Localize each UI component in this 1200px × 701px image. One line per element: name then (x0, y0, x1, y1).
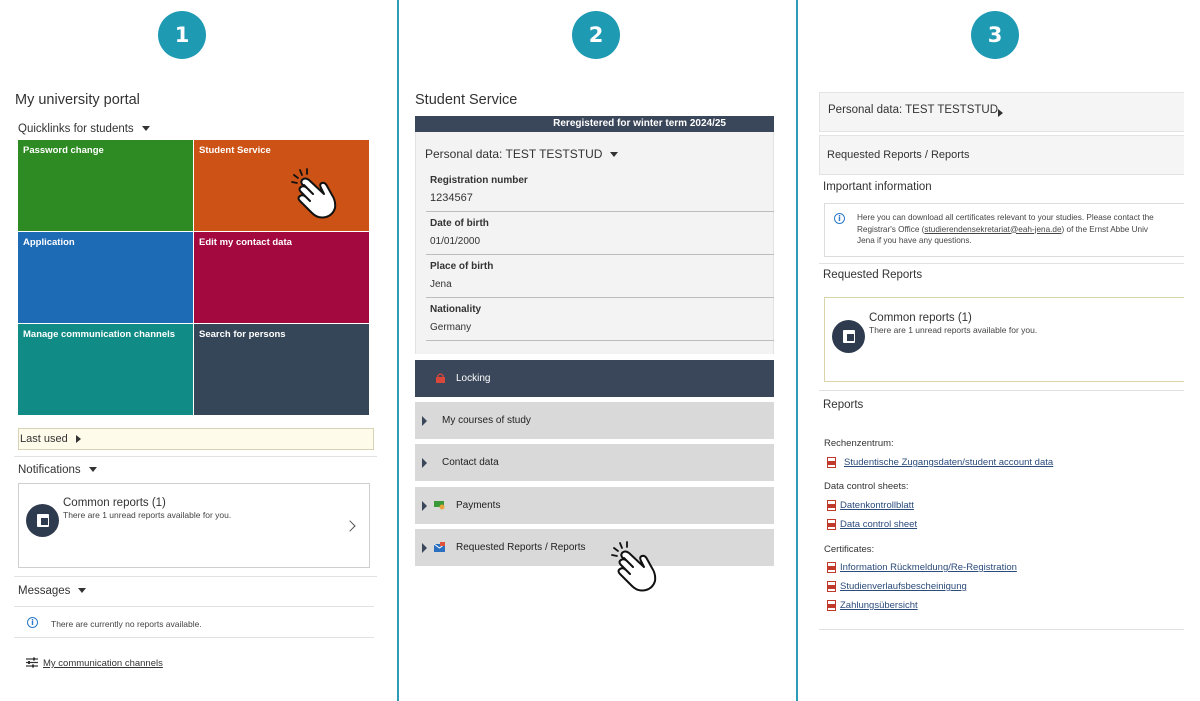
reports-label: Reports (823, 399, 864, 411)
tile-label: Student Service (199, 145, 271, 156)
step-badge-1: 1 (158, 11, 206, 59)
pdf-icon (827, 519, 836, 530)
tile-application[interactable] (18, 232, 193, 323)
registrar-email-link[interactable]: studierendensekretariat@eah-jena.de (924, 224, 1062, 234)
divider (426, 254, 774, 255)
report-link[interactable]: Information Rückmeldung/Re-Registration (840, 562, 1017, 573)
step-badge-2: 2 (572, 11, 620, 59)
step-badge-3: 3 (971, 11, 1019, 59)
personal-data-label: Personal data: TEST TESTSTUD (425, 147, 603, 161)
divider (426, 211, 774, 212)
personal-data-label: Personal data: TEST TESTSTUD (828, 104, 999, 116)
chevron-down-icon (142, 126, 150, 131)
pointing-hand-icon (290, 168, 350, 220)
card-title: Common reports (1) (869, 312, 972, 324)
category-certificates: Certificates: (824, 544, 875, 555)
money-icon (434, 500, 445, 510)
communication-channels-link[interactable]: My communication channels (43, 658, 163, 669)
personal-data-toggle[interactable] (819, 92, 1184, 132)
section-label: Contact data (442, 457, 499, 468)
pdf-icon (827, 562, 836, 573)
notification-subtitle: There are 1 unread reports available for you. (63, 510, 232, 520)
report-link[interactable]: Studienverlaufsbescheinigung (840, 581, 967, 592)
tile-search-persons[interactable] (194, 324, 369, 415)
last-used-label: Last used (20, 433, 68, 445)
pdf-icon (827, 457, 836, 468)
common-reports-card[interactable] (824, 297, 1184, 382)
personal-data-section (415, 132, 774, 354)
quicklinks-grid (18, 140, 369, 416)
section-requested-reports[interactable] (415, 529, 774, 566)
registration-status-bar: Reregistered for winter term 2024/25 (415, 116, 774, 132)
caret-right-icon (422, 416, 427, 426)
quicklinks-toggle[interactable] (18, 123, 150, 135)
registration-number-label: Registration number (430, 175, 528, 186)
caret-right-icon (422, 543, 427, 553)
requested-reports-label: Requested Reports (823, 269, 923, 281)
report-link[interactable]: Datenkontrollblatt (840, 500, 914, 511)
section-label: Requested Reports / Reports (456, 542, 586, 553)
notification-title: Common reports (1) (63, 497, 166, 509)
caret-right-icon (422, 501, 427, 511)
category-rechenzentrum: Rechenzentrum: (824, 438, 894, 449)
report-link[interactable]: Studentische Zugangsdaten/student account data (844, 457, 1054, 468)
info-icon: i (834, 213, 845, 224)
date-of-birth-value: 01/01/2000 (430, 236, 481, 247)
last-used-toggle[interactable] (18, 428, 374, 450)
tile-student-service[interactable] (194, 140, 369, 231)
info-line (857, 224, 1183, 236)
divider (14, 637, 374, 638)
page-title: Student Service (415, 92, 518, 108)
chevron-right-icon (998, 109, 1003, 117)
divider (819, 629, 1184, 630)
section-locking[interactable] (415, 360, 774, 397)
notifications-toggle[interactable] (18, 464, 97, 476)
report-icon (26, 504, 59, 537)
divider-2 (796, 0, 798, 701)
category-data-control-sheets: Data control sheets: (824, 481, 909, 492)
chevron-down-icon (78, 588, 86, 593)
registration-number-value: 1234567 (430, 192, 473, 204)
important-info-label: Important information (823, 181, 932, 193)
important-info-box (824, 203, 1184, 257)
divider (426, 297, 774, 298)
section-contact-data[interactable] (415, 444, 774, 481)
chevron-right-icon (76, 435, 81, 443)
place-of-birth-value: Jena (430, 279, 452, 290)
lock-icon (435, 373, 446, 383)
tile-password-change[interactable] (18, 140, 193, 231)
tile-edit-contact-data[interactable] (194, 232, 369, 323)
tile-label: Edit my contact data (199, 237, 292, 248)
date-of-birth-label: Date of birth (430, 218, 489, 229)
requested-reports-header[interactable] (819, 135, 1184, 175)
divider (14, 456, 377, 457)
info-line: Jena if you have any questions. (857, 236, 972, 245)
sliders-icon (26, 657, 38, 668)
pdf-icon (827, 581, 836, 592)
section-my-courses[interactable] (415, 402, 774, 439)
important-info-text (857, 212, 1183, 247)
divider (14, 576, 377, 577)
pdf-icon (827, 500, 836, 511)
messages-label: Messages (18, 585, 71, 597)
caret-right-icon (422, 458, 427, 468)
tile-label: Search for persons (199, 329, 286, 340)
requested-reports-header-label: Requested Reports / Reports (827, 149, 970, 161)
report-link[interactable]: Data control sheet (840, 519, 918, 530)
notification-card[interactable] (18, 483, 370, 568)
report-icon (832, 320, 865, 353)
chevron-right-icon (344, 520, 355, 531)
section-label: Locking (456, 373, 491, 384)
section-label: My courses of study (442, 415, 531, 426)
messages-toggle[interactable] (18, 585, 86, 597)
divider (819, 390, 1184, 391)
chevron-down-icon (610, 152, 618, 157)
personal-data-toggle[interactable] (425, 147, 618, 161)
notifications-label: Notifications (18, 464, 81, 476)
info-text: Registrar's Office ( (857, 224, 925, 234)
info-line: Here you can download all certificates relevant to your studies. Please contact the (857, 213, 1154, 222)
info-text: ) of the Ernst Abbe Univ (1061, 224, 1148, 234)
nationality-value: Germany (430, 322, 472, 333)
nationality-label: Nationality (430, 304, 482, 315)
section-label: Payments (456, 500, 501, 511)
page-title: My university portal (15, 92, 140, 108)
mail-report-icon (434, 542, 445, 552)
pointing-hand-icon (610, 541, 670, 593)
divider-1 (397, 0, 399, 701)
place-of-birth-label: Place of birth (430, 261, 494, 272)
divider (14, 606, 374, 607)
divider (426, 340, 774, 341)
tile-label: Password change (23, 145, 104, 156)
tile-label: Application (23, 237, 75, 248)
pdf-icon (827, 600, 836, 611)
card-subtitle: There are 1 unread reports available for you. (869, 325, 1038, 335)
tile-label: Manage communication channels (23, 329, 176, 340)
divider (819, 263, 1184, 264)
quicklinks-label: Quicklinks for students (18, 123, 134, 135)
chevron-down-icon (89, 467, 97, 472)
no-messages-text: There are currently no reports available. (51, 619, 202, 629)
tile-manage-communication-channels[interactable] (18, 324, 193, 415)
section-payments[interactable] (415, 487, 774, 524)
info-icon: i (27, 617, 38, 628)
report-link[interactable]: Zahlungsübersicht (840, 600, 918, 611)
